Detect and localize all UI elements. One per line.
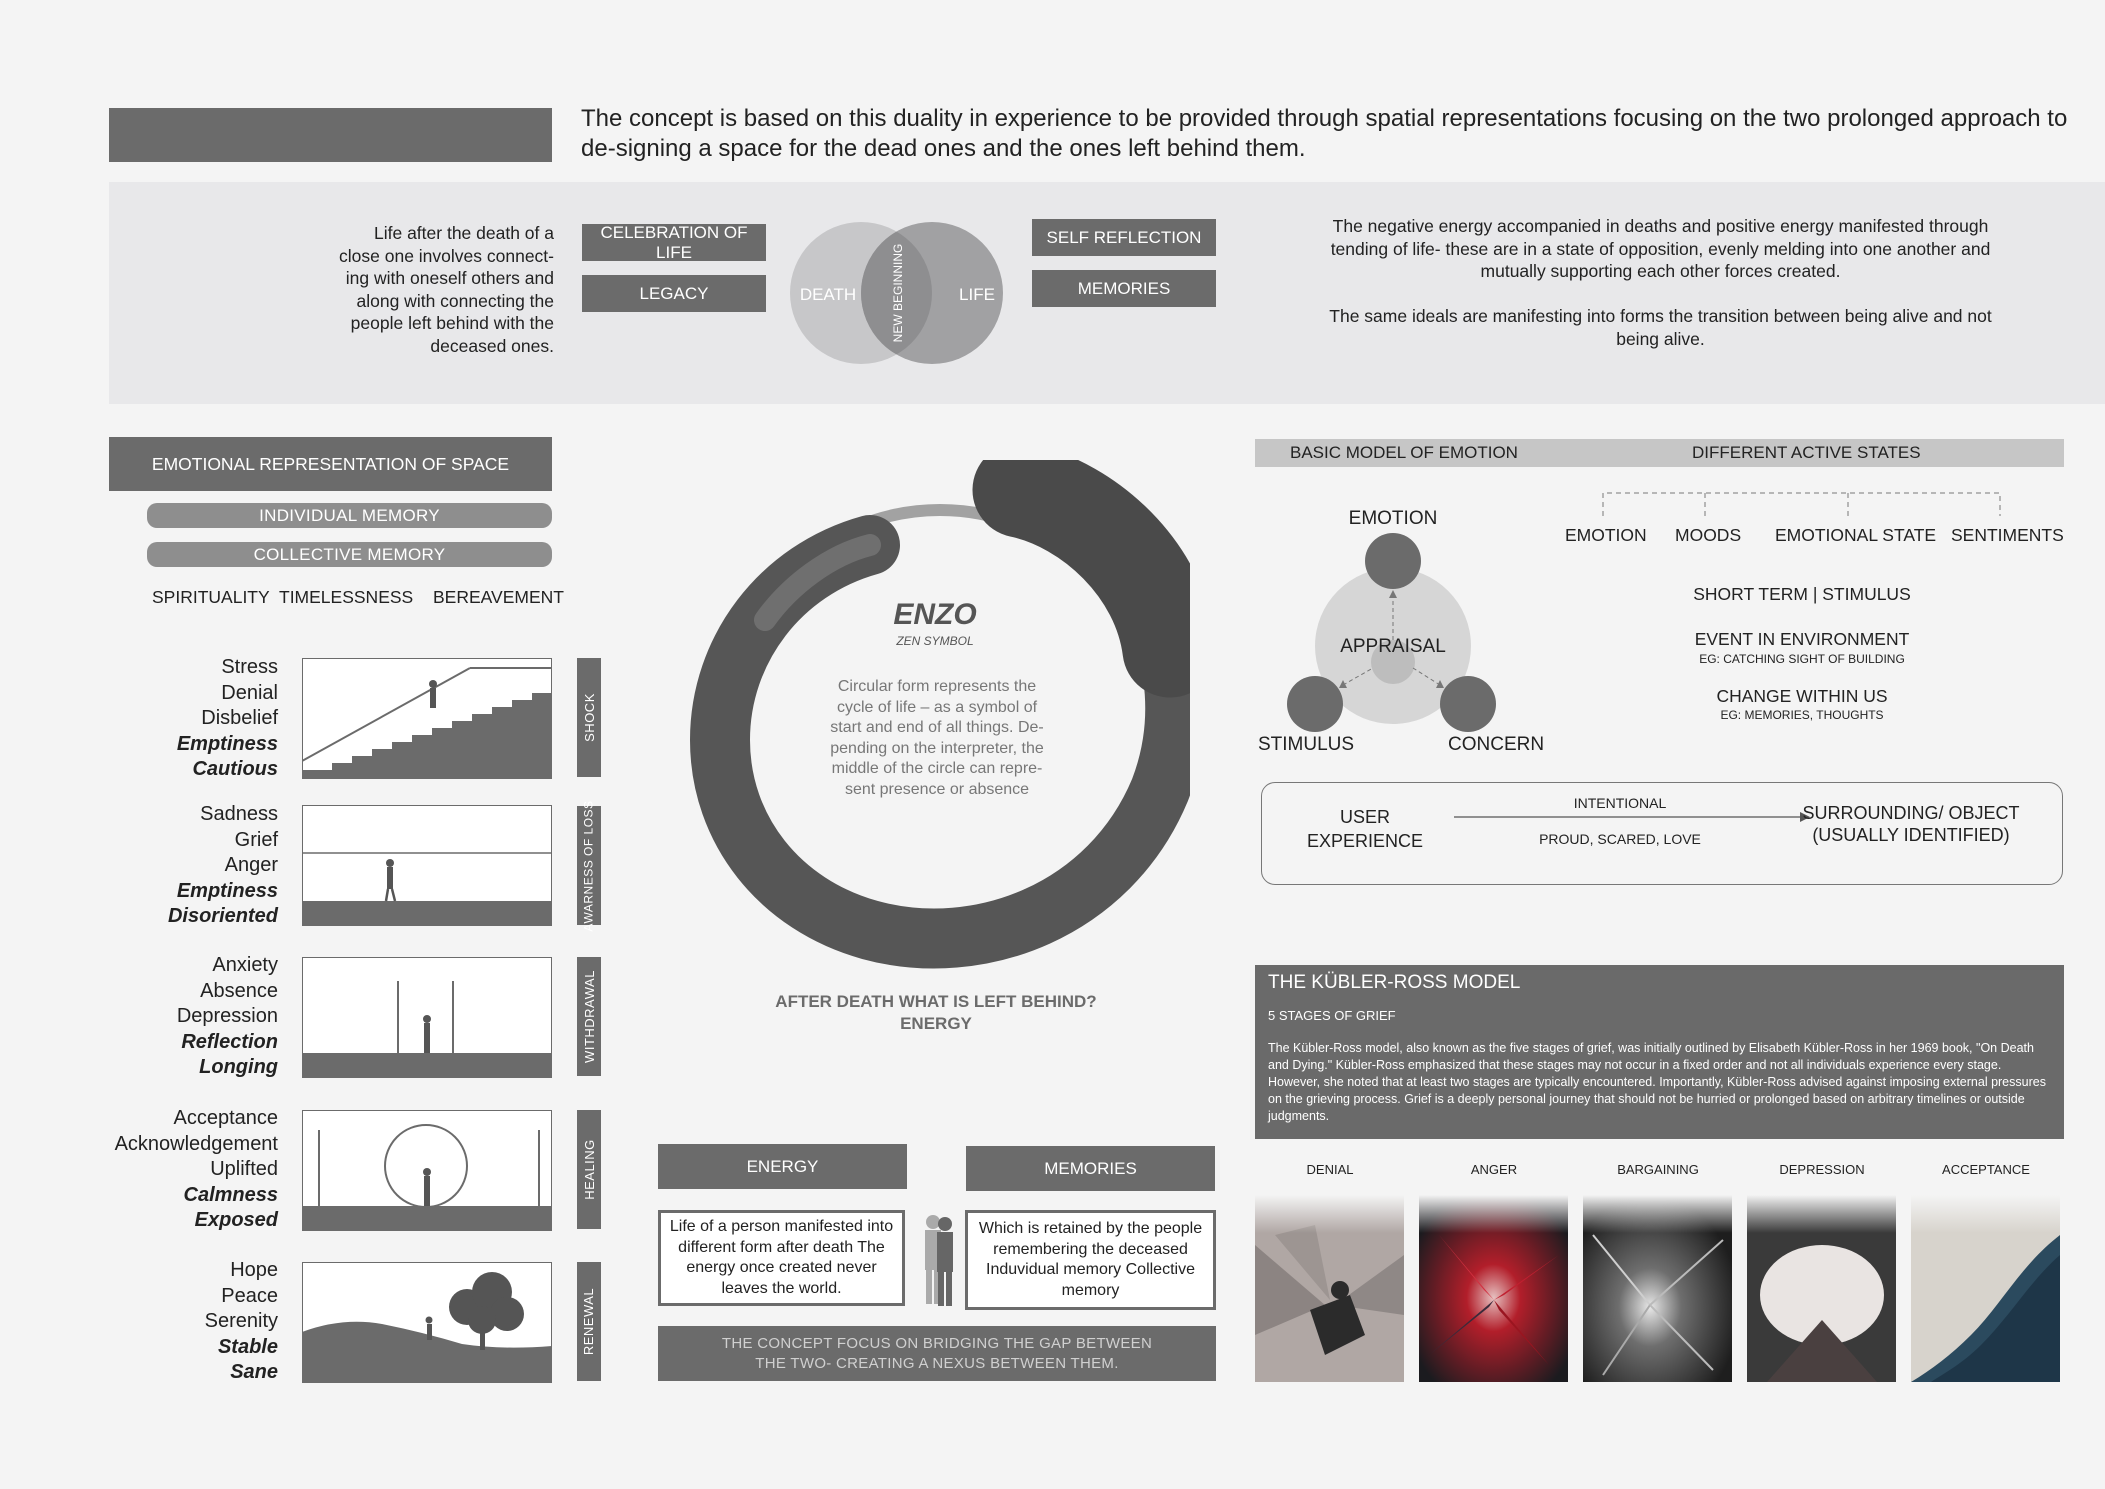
stage-word: Absence	[200, 979, 278, 1002]
change-example: EG: MEMORIES, THOUGHTS	[1720, 708, 1884, 722]
enzo-question: AFTER DEATH WHAT IS LEFT BEHIND?	[775, 992, 1097, 1011]
enzo-subtitle: ZEN SYMBOL	[896, 634, 974, 648]
stage-healing-illustration	[302, 1110, 552, 1231]
kubler-ross-text: The Kübler-Ross model, also known as the five stages of grief, was initially outlined by Elisabeth Kübler-Ross in her 1969 book, "On Death and Dying." Kübler-Ross emphasized that these stages may not occur in a fixed order and not all individuals experience every stage. However, she noted that at least two stages are typically encountered. Importantly, Kübler-Ross advised against imposing external pressures on the grieving process. Grief is a deeply personal journey that should not be hurried or prolonged based on arbitrary timelines or outside judgments.	[1268, 1041, 2046, 1123]
stage-word: Acknowledgement	[114, 1132, 278, 1155]
stage-word: Anger	[224, 854, 278, 876]
memories-text-box	[965, 1210, 1216, 1310]
concern-node	[1440, 676, 1496, 732]
event-example: EG: CATCHING SIGHT OF BUILDING	[1699, 652, 1905, 666]
keyword-timelessness: TIMELESSNESS	[279, 587, 414, 607]
state-moods: MOODS	[1675, 525, 1742, 545]
emotion-node	[1365, 533, 1421, 589]
stage-depression-label: DEPRESSION	[1779, 1162, 1865, 1177]
duality-right-text-2: The same ideals are manifesting into forms the transition between being alive and not being alive.	[1329, 306, 1992, 349]
stage-label-awareness: AWARNESS OF LOSS	[577, 806, 601, 925]
stimulus-label: STIMULUS	[1258, 734, 1355, 755]
intro-text: The concept is based on this duality in experience to be provided through spatial representations focusing on the two prolonged approach to de-signing a space for the dead ones and the ones left behind them.	[581, 105, 2068, 162]
kubler-ross-title: THE KÜBLER-ROSS MODEL	[1268, 972, 1521, 993]
stage-word: Serenity	[204, 1310, 278, 1332]
venn-death-label: DEATH	[799, 285, 857, 304]
emotional-title: EMOTIONAL REPRESENTATION OF SPACE	[109, 437, 552, 491]
anger-image	[1419, 1195, 1568, 1382]
stage-word: Anxiety	[212, 954, 278, 976]
emotion-model-diagram	[1255, 500, 1555, 770]
stage-word-emphasis: Stable	[217, 1335, 278, 1358]
stage-word: Grief	[234, 828, 278, 851]
appraisal-label: APPRAISAL	[1340, 636, 1446, 657]
stage-word: Disbelief	[201, 707, 278, 729]
energy-text: Life of a person manifested into different form after death The energy once created never leaves the world.	[669, 1218, 894, 1297]
memories-text: Which is retained by the people remembering the deceased Induvidual memory Collective memory	[978, 1220, 1203, 1299]
stage-label-renewal: RENEWAL	[577, 1262, 601, 1381]
concept-bridging-bar	[658, 1326, 1216, 1381]
pill-individual-memory: INDIVIDUAL MEMORY	[147, 503, 552, 528]
stage-word: Depression	[176, 1005, 278, 1027]
acceptance-image	[1911, 1195, 2060, 1382]
duality-left-text: Life after the death of a close one involves connect-ing with oneself others and along with connecting the people left behind with the deceased ones.	[339, 223, 554, 356]
stage-word-emphasis: Emptiness	[176, 732, 278, 755]
stage-word-emphasis: Exposed	[194, 1209, 278, 1231]
denial-image	[1255, 1195, 1404, 1382]
active-states-bracket	[1600, 490, 2010, 520]
stage-word-emphasis: Disoriented	[167, 905, 278, 927]
stage-withdrawal-illustration	[302, 957, 552, 1078]
short-term-label: SHORT TERM | STIMULUS	[1693, 584, 1911, 604]
people-figure-icon	[917, 1212, 961, 1308]
keyword-spirituality: SPIRITUALITY	[152, 587, 270, 607]
kubler-ross-subtitle: 5 STAGES OF GRIEF	[1268, 1008, 1396, 1023]
stimulus-node	[1287, 676, 1343, 732]
stage-word-emphasis: Sane	[230, 1361, 278, 1383]
stage-shock-words	[100, 655, 278, 783]
stage-renewal-illustration	[302, 1262, 552, 1383]
stage-label-withdrawal: WITHDRAWAL	[577, 957, 601, 1076]
stage-word: Sadness	[200, 803, 278, 825]
concept-bridging-text: THE CONCEPT FOCUS ON BRIDGING THE GAP BETWEEN THE TWO- CREATING A NEXUS BETWEEN THEM.	[721, 1334, 1153, 1372]
ux-arrow	[1454, 811, 1810, 823]
venn-overlap-label: NEW BEGINNING	[891, 243, 905, 343]
stage-bargaining-label: BARGAINING	[1617, 1162, 1699, 1177]
stage-word: Uplifted	[210, 1158, 278, 1180]
state-emotion: EMOTION	[1565, 525, 1647, 545]
tag-memories: MEMORIES	[1032, 270, 1216, 307]
emotion-label: EMOTION	[1348, 508, 1438, 529]
stage-renewal-words	[100, 1258, 278, 1386]
stage-word-emphasis: Cautious	[192, 758, 278, 780]
bargaining-image	[1583, 1195, 1732, 1382]
enzo-title: ENZO	[893, 598, 977, 631]
stage-word-emphasis: Longing	[199, 1056, 278, 1078]
enzo-description: Circular form represents the cycle of life – as a symbol of start and end of all things. De-pending on the interpreter, the middle of the circle can repre-sent presence or absence	[830, 678, 1044, 798]
energy-title: ENERGY	[658, 1144, 907, 1189]
stage-word-emphasis: Calmness	[183, 1183, 278, 1206]
stage-label-healing: HEALING	[577, 1110, 601, 1229]
emotion-model-header-right: DIFFERENT ACTIVE STATES	[1692, 443, 1921, 462]
stage-shock-illustration	[302, 658, 552, 779]
intro-block-bar	[109, 108, 552, 162]
stage-word: Hope	[230, 1259, 278, 1281]
stage-awareness-illustration	[302, 805, 552, 926]
stage-acceptance-label: ACCEPTANCE	[1942, 1162, 2030, 1177]
stage-word: Stress	[221, 656, 278, 678]
event-label: EVENT IN ENVIRONMENT	[1694, 629, 1910, 649]
venn-life-label: LIFE	[959, 285, 995, 304]
ux-bottom-label: PROUD, SCARED, LOVE	[1539, 831, 1701, 847]
pill-collective-memory: COLLECTIVE MEMORY	[147, 542, 552, 567]
ux-top-label: INTENTIONAL	[1573, 795, 1667, 811]
change-label: CHANGE WITHIN US	[1716, 686, 1888, 706]
tag-self-reflection: SELF REFLECTION	[1032, 219, 1216, 256]
tag-celebration-of-life: CELEBRATION OF LIFE	[582, 224, 766, 261]
stage-word-emphasis: Emptiness	[176, 879, 278, 902]
energy-text-box	[658, 1210, 905, 1306]
stage-label-shock: SHOCK	[577, 658, 601, 777]
duality-right-text-1: The negative energy accompanied in deaths and positive energy manifested through tending of life- these are in a state of opposition, evenly melding into one another and mutually supporting each other forces created.	[1330, 216, 1991, 281]
tag-legacy: LEGACY	[582, 275, 766, 312]
ux-right-label: SURROUNDING/ OBJECT (USUALLY IDENTIFIED)	[1802, 803, 2020, 845]
depression-image	[1747, 1195, 1896, 1382]
stage-word-emphasis: Reflection	[181, 1030, 278, 1053]
stage-awareness-words	[100, 802, 278, 930]
stage-word: Acceptance	[173, 1107, 278, 1129]
enzo-answer: ENERGY	[900, 1014, 972, 1033]
memories-title: MEMORIES	[966, 1146, 1215, 1191]
stage-word: Peace	[221, 1284, 278, 1307]
stage-denial-label: DENIAL	[1306, 1162, 1354, 1177]
venn-diagram	[790, 222, 1015, 364]
concern-label: CONCERN	[1448, 734, 1545, 755]
keyword-bereavement: BEREAVEMENT	[433, 587, 564, 607]
stage-word: Denial	[221, 681, 278, 704]
state-sentiments: SENTIMENTS	[1951, 525, 2064, 545]
stage-anger-label: ANGER	[1470, 1162, 1518, 1177]
ux-left-label: USER EXPERIENCE	[1306, 807, 1424, 851]
stage-healing-words	[80, 1106, 278, 1234]
emotion-model-header-left: BASIC MODEL OF EMOTION	[1290, 443, 1518, 462]
stage-withdrawal-words	[100, 953, 278, 1081]
state-emotional-state: EMOTIONAL STATE	[1775, 525, 1937, 545]
